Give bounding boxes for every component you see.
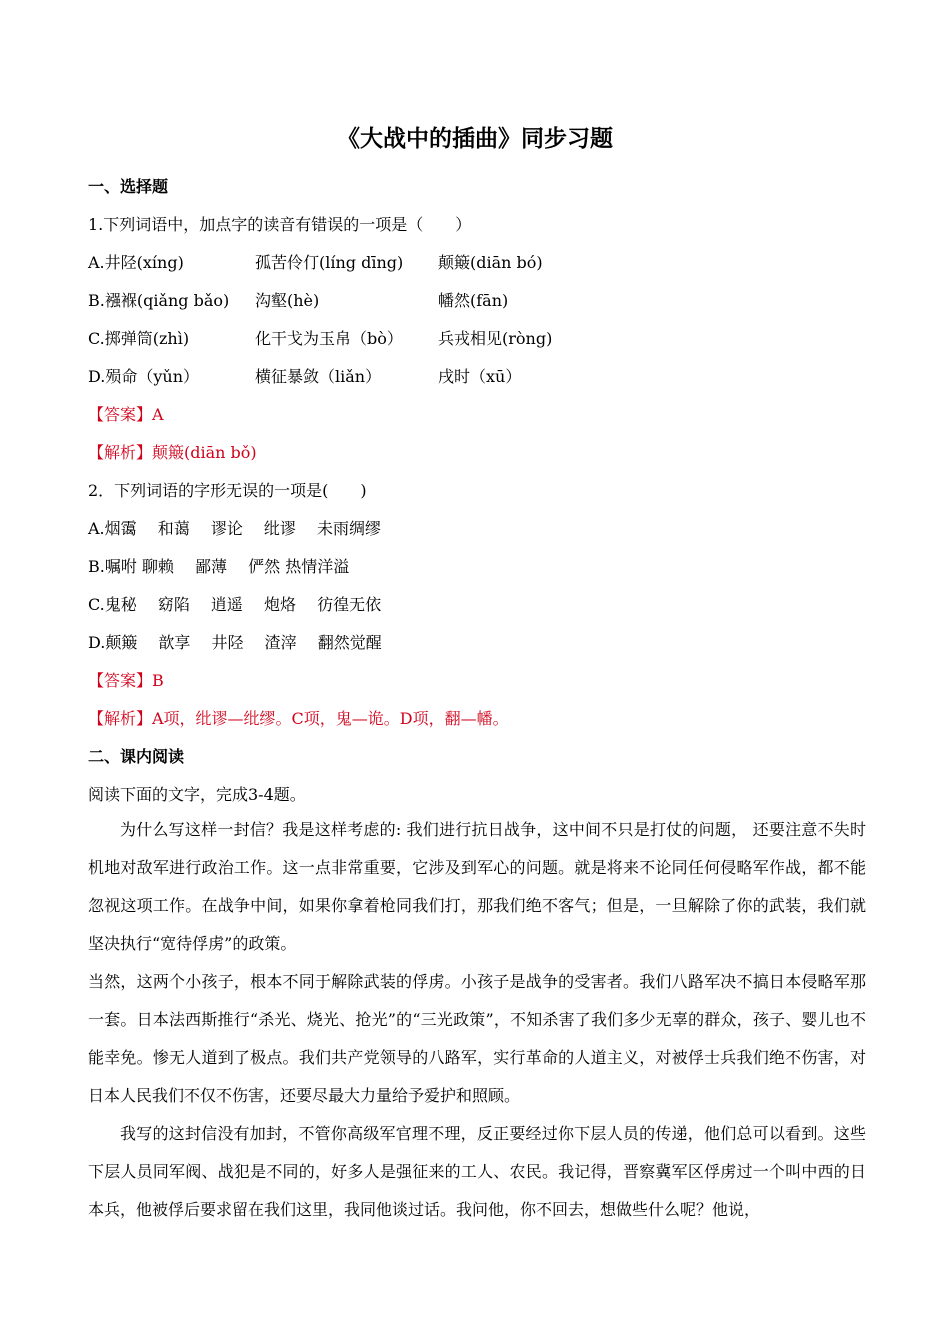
q1-option-c-3: 兵戎相见(ròng) (438, 329, 553, 348)
q1-option-c-2: 化干戈为玉帛（bò） (255, 329, 403, 348)
reading-paragraph-1: 为什么写这样一封信？我是这样考虑的: 我们进行抗日战争，这中间不只是打仗的问题， 还要注意不失时机地对敌军进行政治工作。这一点非常重要，它涉及到军心的问题。就是将来不论同任何侵略军作战，都不能忽视这项工作。在战争中间，如果你拿着枪同我们打，那我们绝不客气；但是，一旦解除了你的武装，我们就坚决执行“宽待俘虏”的政策。 (88, 820, 866, 953)
q2-option-b: B.嘱咐 聊赖 鄙薄 俨然 热情洋溢 (88, 557, 350, 576)
q1-option-b-2: 沟壑(hè) (255, 291, 320, 310)
q2-option-c: C.鬼秘 窈陷 逍遥 炮烙 彷徨无依 (88, 595, 382, 614)
q1-option-d-2: 横征暴敛（liǎn） (255, 367, 382, 386)
q2-analysis: 【解析】A项，纰谬—纰缪。C项，鬼—诡。D项，翻—幡。 (88, 709, 509, 728)
page-title: 《大战中的插曲》同步习题 (337, 126, 613, 152)
q1-option-d-1: D.殒命（yǔn） (88, 367, 199, 386)
section-heading-choice: 一、选择题 (88, 177, 169, 196)
reading-instruction: 阅读下面的文字，完成3-4题。 (88, 785, 306, 804)
reading-paragraph-2: 当然，这两个小孩子，根本不同于解除武装的俘虏。小孩子是战争的受害者。我们八路军决不搞日本侵略军那一套。日本法西斯推行“杀光、烧光、抢光”的“三光政策”，不知杀害了我们多少无辜的群众，孩子、婴儿也不能幸免。惨无人道到了极点。我们共产党领导的八路军，实行革命的人道主义，对被俘士兵我们绝不伤害，对日本人民我们不仅不伤害，还要尽最大力量给予爱护和照顾。 (88, 972, 866, 1105)
q1-option-d-3: 戌时（xū） (438, 367, 522, 386)
q1-option-c-1: C.掷弹筒(zhì) (88, 329, 190, 348)
q2-option-d: D.颠簸 歆享 井陉 渣滓 翻然觉醒 (88, 633, 382, 652)
q1-option-b-3: 幡然(fān) (438, 291, 509, 310)
reading-paragraph-3: 我写的这封信没有加封，不管你高级军官理不理，反正要经过你下层人员的传递，他们总可以看到。这些下层人员同军阀、战犯是不同的，好多人是强征来的工人、农民。我记得，晋察冀军区俘虏过一个叫中西的日本兵，他被俘后要求留在我们这里，我同他谈过话。我问他，你不回去，想做些什么呢？他说， (88, 1124, 866, 1219)
q1-option-a-1: A.井陉(xíng) (88, 253, 184, 272)
section-heading-reading: 二、课内阅读 (88, 747, 185, 766)
q1-answer: 【答案】A (88, 405, 164, 424)
q1-option-b-1: B.襁褓(qiǎng bǎo) (88, 291, 230, 310)
question-1-stem: 1.下列词语中，加点字的读音有错误的一项是（ ） (88, 215, 472, 234)
q1-option-a-3: 颠簸(diān bó) (438, 253, 543, 272)
q2-answer: 【答案】B (88, 671, 164, 690)
q1-analysis: 【解析】颠簸(diān bǒ) (88, 443, 257, 462)
q2-option-a: A.烟霭 和蔼 谬论 纰谬 未雨绸缪 (88, 519, 381, 538)
question-2-stem: 2．下列词语的字形无误的一项是( ) (88, 481, 367, 500)
q1-option-a-2: 孤苦伶仃(líng dīng) (255, 253, 404, 272)
